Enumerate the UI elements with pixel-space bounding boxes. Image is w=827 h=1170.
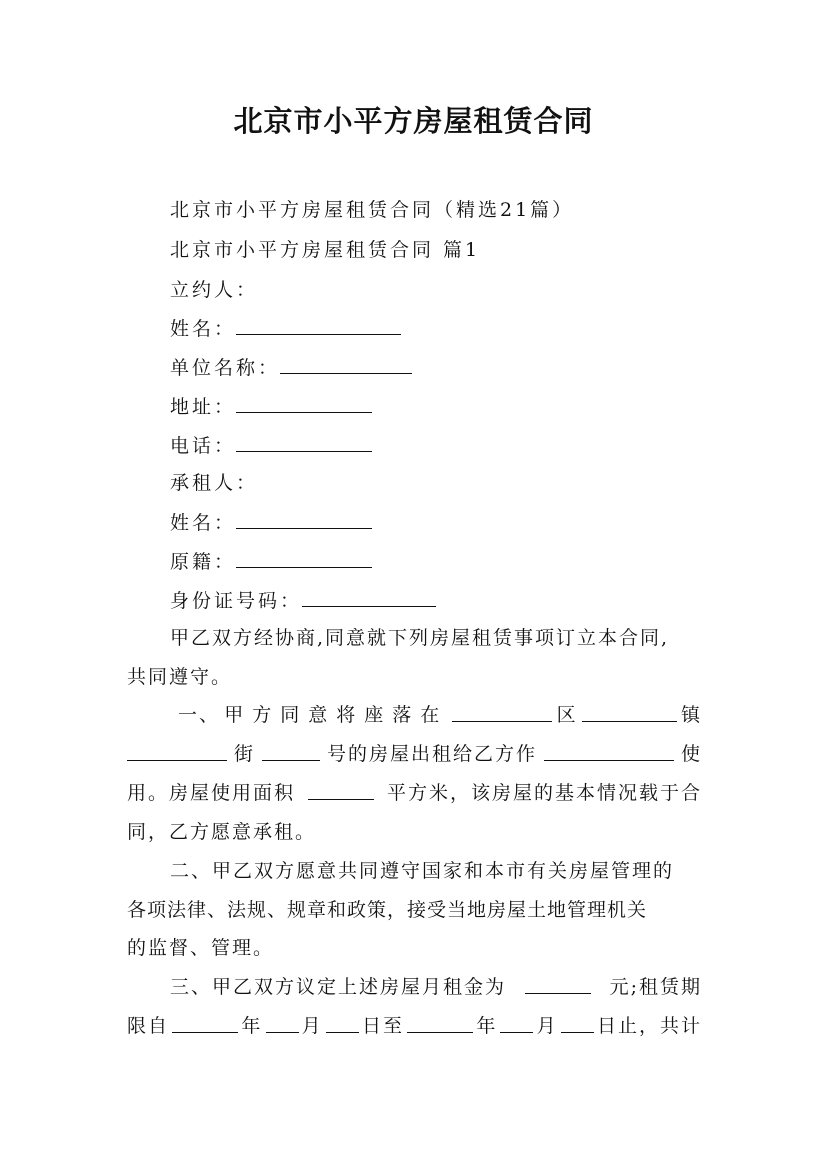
clause-3-line-2 — [127, 1013, 702, 1039]
party-b-origin-label: 原籍： — [170, 551, 237, 573]
clause-3-line-1 — [170, 974, 702, 1000]
end-year-field[interactable] — [407, 1013, 473, 1033]
end-month-field[interactable] — [500, 1013, 533, 1033]
clause-1-text-b: 号的房屋出租给乙方作 — [326, 743, 537, 765]
usage-field[interactable] — [544, 741, 674, 761]
clause-1-line-4: 同，乙方愿意承租。 — [127, 821, 317, 843]
clause-3-text-b: 元;租赁期 — [609, 976, 702, 998]
party-a-unit-label: 单位名称： — [170, 357, 281, 379]
end-year-label: 年 — [476, 1015, 498, 1037]
party-a-phone-row — [170, 432, 372, 459]
start-day-field[interactable] — [326, 1013, 359, 1033]
clause-3-text-a: 三、甲乙双方议定上述房屋月租金为 — [170, 976, 507, 998]
end-month-label: 月 — [536, 1015, 558, 1037]
party-b-origin-field[interactable] — [236, 548, 372, 568]
clause-1-line-3 — [127, 780, 702, 806]
party-b-heading: 承租人： — [170, 472, 259, 494]
clause-1-text-e: 平方米，该房屋的基本情况载于合 — [386, 782, 702, 804]
section-heading: 北京市小平方房屋租赁合同 篇1 — [170, 239, 481, 261]
start-month-label: 月 — [301, 1015, 323, 1037]
clause-1-line-1 — [178, 702, 702, 728]
party-a-address-row — [170, 393, 372, 420]
clause-1-text-a: 甲方同意将座落在 — [224, 704, 449, 726]
clause-2-text-2: 各项法律、法规、规章和政策，接受当地房屋土地管理机关 — [127, 899, 648, 921]
document-subtitle: 北京市小平方房屋租赁合同（精选21篇） — [170, 199, 575, 221]
party-b-id-row — [170, 587, 436, 614]
party-a-heading: 立约人： — [170, 279, 259, 301]
intro-line-1 — [170, 625, 702, 651]
start-day-label: 日至 — [361, 1015, 404, 1037]
clause-2-text-1: 二、甲乙双方愿意共同遵守国家和本市有关房屋管理的 — [170, 860, 675, 882]
party-a-phone-label: 电话： — [170, 435, 237, 457]
area-field[interactable] — [308, 780, 374, 800]
end-day-label: 日止，共计 — [596, 1015, 702, 1037]
start-month-field[interactable] — [266, 1013, 299, 1033]
clause-2-line-1 — [170, 858, 702, 884]
party-a-name-field[interactable] — [236, 315, 401, 335]
start-year-label: 年 — [241, 1015, 263, 1037]
number-field[interactable] — [262, 741, 320, 761]
end-day-field[interactable] — [561, 1013, 594, 1033]
town-field[interactable] — [582, 702, 677, 722]
clause-1-district-label: 区 — [556, 704, 578, 726]
clause-2-line-3: 的监督、管理。 — [127, 937, 275, 959]
party-a-phone-field[interactable] — [236, 432, 372, 452]
district-field[interactable] — [452, 702, 552, 722]
intro-line-2: 共同遵守。 — [127, 666, 233, 688]
clause-1-number: 一、 — [178, 704, 221, 726]
clause-1-line-2 — [127, 741, 702, 767]
clause-1-town-label: 镇 — [680, 704, 702, 726]
intro-text-1: 甲乙双方经协商,同意就下列房屋租赁事项订立本合同, — [170, 627, 670, 649]
party-b-id-label: 身份证号码： — [170, 590, 303, 612]
party-b-name-label: 姓名： — [170, 512, 237, 534]
document-title: 北京市小平方房屋租赁合同 — [233, 104, 594, 138]
party-a-unit-row — [170, 354, 412, 381]
clause-1-text-c: 使 — [680, 743, 702, 765]
street-field[interactable] — [127, 741, 227, 761]
rent-field[interactable] — [525, 974, 591, 994]
party-b-id-field[interactable] — [302, 587, 436, 607]
start-year-field[interactable] — [172, 1013, 238, 1033]
party-b-name-row — [170, 509, 372, 536]
clause-3-from-label: 限自 — [127, 1015, 170, 1037]
party-a-name-row — [170, 315, 401, 342]
party-a-unit-field[interactable] — [280, 354, 412, 374]
party-a-name-label: 姓名： — [170, 318, 237, 340]
party-b-name-field[interactable] — [236, 509, 372, 529]
clause-1-text-d: 用。房屋使用面积 — [127, 782, 296, 804]
clause-1-street-label: 街 — [233, 743, 255, 765]
party-a-address-field[interactable] — [236, 393, 372, 413]
party-a-address-label: 地址： — [170, 396, 237, 418]
party-b-origin-row — [170, 548, 372, 575]
clause-2-line-2 — [127, 897, 702, 923]
